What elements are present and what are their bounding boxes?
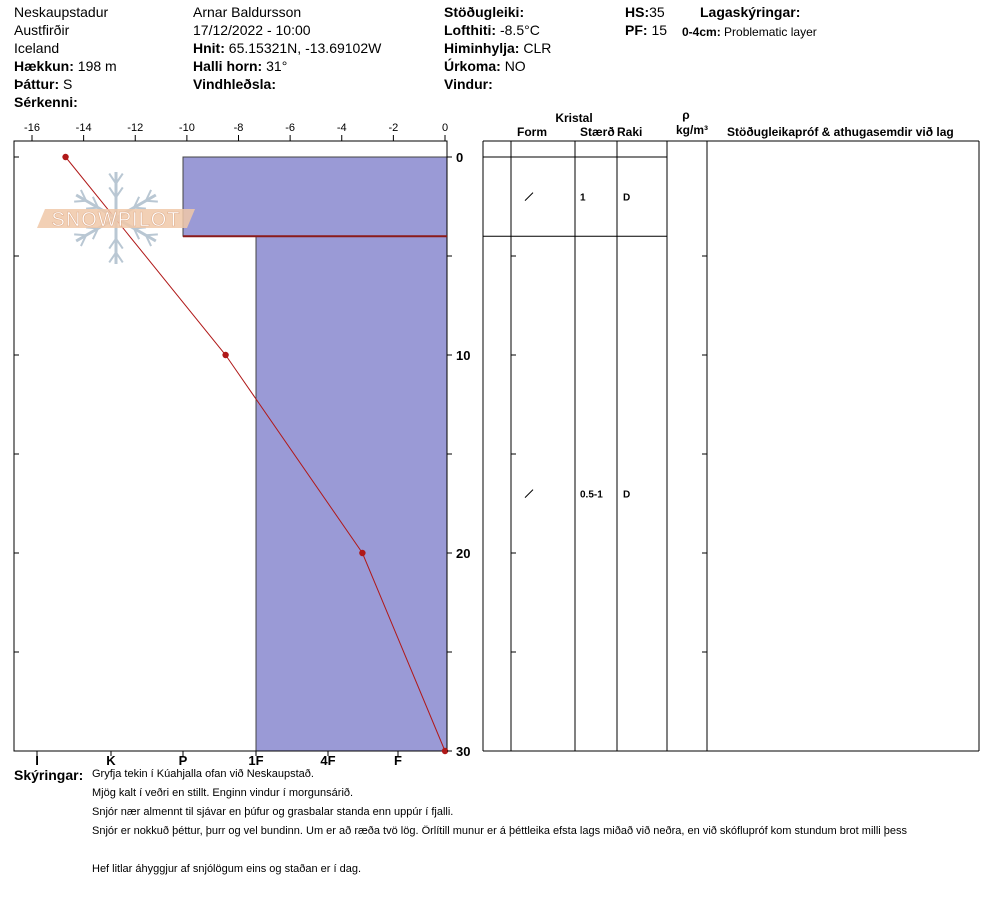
density-unit: kg/m³ [675, 123, 709, 137]
coords-value: 65.15321N, -13.69102W [228, 40, 382, 56]
sky-value: CLR [523, 40, 552, 56]
moisture-cell: D [623, 489, 631, 501]
features-label: Sérkenni: [14, 94, 78, 110]
logo-wordmark: SNOWPILOT [51, 209, 181, 231]
pf-label: PF: [625, 22, 648, 38]
depth-tick-label: 30 [456, 744, 471, 759]
aspect-value: S [63, 76, 73, 92]
temp-tick-label: 0 [441, 122, 449, 134]
snowflake-branch [146, 201, 158, 202]
temp-tick-label: -2 [388, 122, 399, 134]
remark-line: Mjög kalt í veðri en stillt. Enginn vindur í morgunsárið. [92, 787, 354, 799]
size-cell: 1 [580, 192, 586, 204]
snowflake-branch [146, 234, 158, 235]
wind-loading-label: Vindhleðsla: [193, 76, 276, 92]
slope-label: Halli horn: [193, 58, 263, 74]
depth-tick-label: 0 [456, 150, 464, 165]
layer-note-depth: 0-4cm: [682, 25, 721, 39]
hardness-tick-label: 1F [248, 753, 264, 768]
temp-tick-label: -12 [127, 122, 144, 134]
temp-tick-label: -6 [285, 122, 296, 134]
elevation-label: Hækkun: [14, 58, 74, 74]
hs-value: 35 [649, 4, 665, 20]
snowflake-branch [74, 201, 86, 202]
aspect-label: Þáttur: [14, 76, 60, 92]
faceted-crystal-icon [525, 490, 533, 498]
density-symbol: ρ [682, 108, 690, 122]
slope-value: 31° [266, 58, 288, 74]
coords-label: Hnit: [193, 40, 225, 56]
hardness-tick-label: 4F [320, 753, 336, 768]
remark-line: Gryfja tekin í Kúahjalla ofan við Neskaupstað. [92, 768, 314, 780]
country: Iceland [14, 40, 60, 56]
layer-notes-label: Lagaskýringar: [700, 4, 801, 20]
layer-note-text: Problematic layer [724, 25, 817, 39]
temperature-point [62, 154, 68, 160]
sky-label: Himinhylja: [444, 40, 520, 56]
faceted-crystal-icon [525, 193, 533, 201]
temperature-point [359, 550, 365, 556]
elevation-value: 198 m [77, 58, 117, 74]
temperature-point [222, 352, 228, 358]
comments-header: Stöðugleikapróf & athugasemdir við lag [727, 125, 954, 139]
hardness-tick-label: P [178, 753, 188, 768]
snowpilot-logo [37, 172, 195, 264]
air-temp-value: -8.5°C [499, 22, 540, 38]
remark-line: Hef litlar áhyggjur af snjólögum eins og staðan er í dag. [92, 863, 362, 875]
location: Neskaupstadur [14, 4, 109, 20]
hardness-tick-label: F [394, 753, 402, 768]
hardness-tick-label: I [35, 753, 39, 768]
observer: Arnar Baldursson [193, 4, 302, 20]
wind-label: Vindur: [444, 76, 493, 92]
moisture-cell: D [623, 192, 631, 204]
remark-line: Snjór er nokkuð þéttur, þurr og vel bundinn. Um er að ræða tvö lög. Örlítill munur er á þéttleika efsta lags miðað við neðra, en við skóflupróf kom stundum brot milli þess [92, 825, 908, 837]
remark-line: Snjór nær almennt til sjávar en þúfur og grasbalar standa enn uppúr í fjalli. [92, 806, 454, 818]
size-cell: 0.5-1 [580, 489, 603, 501]
region: Austfirðir [14, 22, 70, 38]
temp-tick-label: -14 [75, 122, 92, 134]
datetime: 17/12/2022 - 10:00 [193, 22, 311, 38]
precip-value: NO [504, 58, 526, 74]
moisture-header: Raki [617, 125, 643, 139]
temp-tick-label: -8 [233, 122, 244, 134]
temp-tick-label: -16 [24, 122, 40, 134]
stability-label: Stöðugleiki: [444, 4, 525, 20]
hardness-bar [183, 157, 447, 236]
remarks-label: Skýringar: [14, 767, 84, 783]
temp-tick-label: -4 [336, 122, 347, 134]
size-header: Stærð [580, 125, 615, 139]
temp-tick-label: -10 [178, 122, 195, 134]
kristal-header: Kristal [555, 111, 593, 125]
snowflake-branch [74, 234, 86, 235]
hardness-bar [256, 236, 447, 751]
air-temp-label: Lofthiti: [444, 22, 497, 38]
layer-table [483, 108, 979, 751]
depth-tick-label: 10 [456, 348, 471, 363]
precip-label: Úrkoma: [444, 58, 501, 74]
hs-label: HS: [625, 4, 650, 20]
pf-value: 15 [651, 22, 668, 38]
form-header: Form [517, 125, 547, 139]
hardness-tick-label: K [106, 753, 116, 768]
depth-tick-label: 20 [456, 546, 471, 561]
